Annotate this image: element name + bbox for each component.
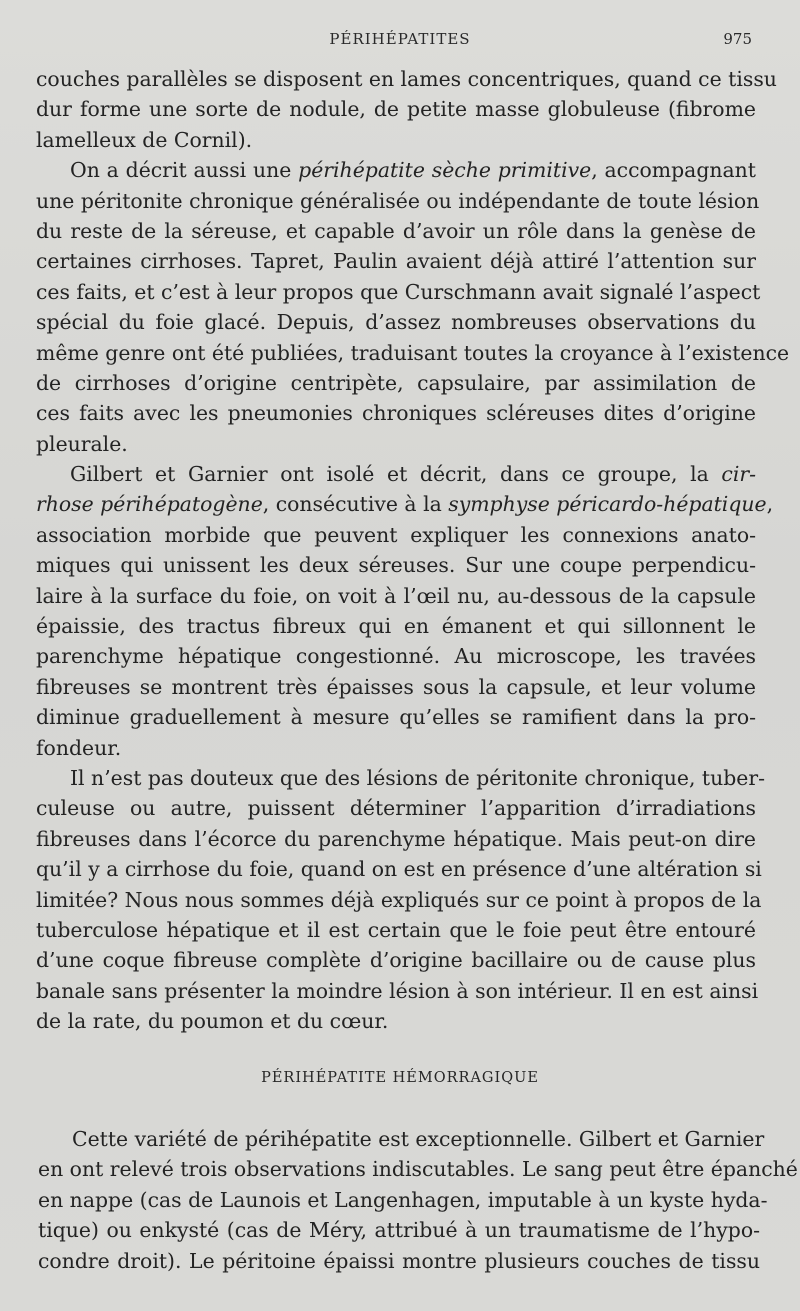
text-line: de cirrhoses d’origine centripète, capsulaire, par assimilation de bbox=[36, 370, 756, 395]
text-line: association morbide que peuvent expliquer les connexions anato- bbox=[36, 522, 756, 547]
text-line: une péritonite chronique généralisée ou indépendante de toute lésion bbox=[36, 188, 760, 213]
text-run: , consécutive à la bbox=[262, 492, 449, 517]
text-line: d’une coque fibreuse complète d’origine bacillaire ou de cause plus bbox=[36, 948, 756, 973]
text-line: couches parallèles se disposent en lames concentriques, quand ce tissu bbox=[36, 67, 777, 91]
section-title: PÉRIHÉPATITE HÉMORRAGIQUE bbox=[261, 1070, 539, 1086]
text-line: miques qui unissent les deux séreuses. Sur une coupe perpendicu- bbox=[36, 553, 756, 578]
text-line: spécial du foie glacé. Depuis, d’assez nombreuses observations du bbox=[36, 310, 756, 335]
text-line: de la rate, du poumon et du cœur. bbox=[36, 1009, 389, 1034]
text-line: en ont relevé trois observations indiscutables. Le sang peut être épanché bbox=[38, 1157, 798, 1182]
italic-term: cir- bbox=[721, 462, 756, 487]
text-line: laire à la surface du foie, on voit à l’œil nu, au-dessous de la capsule bbox=[36, 583, 756, 608]
italic-term: rhose périhépatogène bbox=[36, 492, 263, 517]
text-line: condre droit). Le péritoine épaissi montre plusieurs couches de tissu bbox=[38, 1248, 760, 1273]
text-line: du reste de la séreuse, et capable d’avoir un rôle dans la genèse de bbox=[36, 218, 756, 243]
text-line: tuberculose hépatique et il est certain que le foie peut être entouré bbox=[36, 917, 756, 942]
text-run: On a décrit aussi une bbox=[70, 158, 299, 183]
text-line: Cette variété de périhépatite est exceptionnelle. Gilbert et Garnier bbox=[72, 1127, 765, 1151]
text-run: , accompagnant bbox=[591, 158, 757, 183]
text-line: culeuse ou autre, puissent déterminer l’apparition d’irradiations bbox=[36, 796, 756, 821]
text-line: fondeur. bbox=[36, 735, 122, 760]
text-line: épaissie, des tractus fibreux qui en émanent et qui sillonnent le bbox=[36, 614, 756, 639]
text-line bbox=[36, 155, 756, 185]
text-run: , bbox=[766, 492, 774, 517]
italic-term: symphyse péricardo-hépatique bbox=[448, 492, 767, 517]
text-line: certaines cirrhoses. Tapret, Paulin avaient déjà attiré l’attention sur bbox=[36, 249, 756, 274]
text-line: lamelleux de Cornil). bbox=[36, 127, 253, 152]
italic-term: périhépatite sèche primitive bbox=[298, 158, 592, 183]
text-run: Gilbert et Garnier ont isolé et décrit, dans ce groupe, la bbox=[70, 462, 722, 487]
text-line bbox=[36, 459, 756, 489]
body-text-section bbox=[38, 1124, 798, 1276]
text-line: fibreuses dans l’écorce du parenchyme hépatique. Mais peut-on dire bbox=[36, 826, 756, 851]
text-line: diminue graduellement à mesure qu’elles se ramifient dans la pro- bbox=[36, 705, 756, 730]
running-title: PÉRIHÉPATITES bbox=[329, 30, 471, 48]
text-line: ces faits avec les pneumonies chroniques scléreuses dites d’origine bbox=[36, 401, 756, 426]
text-line: ces faits, et c’est à leur propos que Curschmann avait signalé l’aspect bbox=[36, 279, 761, 304]
page-number: 975 bbox=[723, 30, 752, 48]
text-line: qu’il y a cirrhose du foie, quand on est en présence d’une altération si bbox=[36, 857, 762, 882]
text-line: Il n’est pas douteux que des lésions de péritonite chronique, tuber- bbox=[70, 765, 765, 790]
text-line: fibreuses se montrent très épaisses sous la capsule, et leur volume bbox=[36, 674, 756, 699]
text-line bbox=[36, 489, 774, 519]
text-line: dur forme une sorte de nodule, de petite masse globuleuse (fibrome bbox=[36, 97, 756, 122]
body-text bbox=[36, 64, 790, 1037]
text-line: parenchyme hépatique congestionné. Au microscope, les travées bbox=[36, 644, 756, 669]
text-line: pleurale. bbox=[36, 431, 128, 456]
text-line: limitée? Nous nous sommes déjà expliqués sur ce point à propos de la bbox=[36, 887, 762, 912]
text-line: en nappe (cas de Launois et Langenhagen, imputable à un kyste hyda- bbox=[38, 1187, 768, 1212]
text-line: banale sans présenter la moindre lésion à son intérieur. Il en est ainsi bbox=[36, 978, 759, 1003]
text-line: même genre ont été publiées, traduisant toutes la croyance à l’existence bbox=[36, 340, 790, 365]
running-head bbox=[0, 30, 800, 56]
text-line: tique) ou enkysté (cas de Méry, attribué à un traumatisme de l’hypo- bbox=[38, 1218, 760, 1243]
